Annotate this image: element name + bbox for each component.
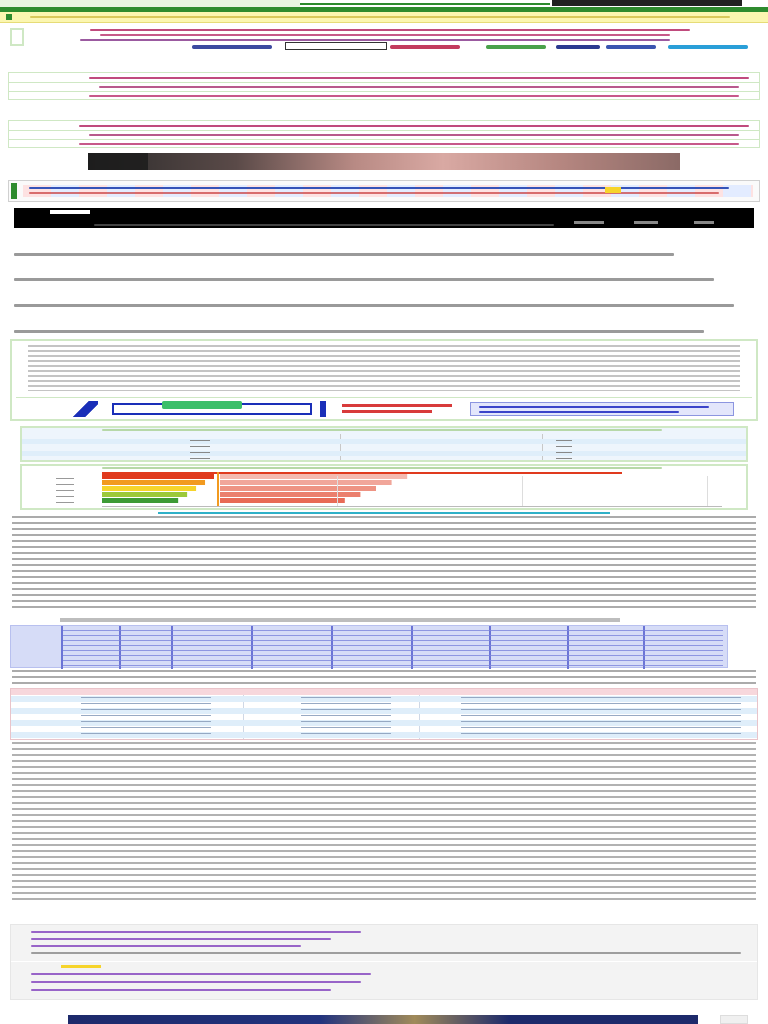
nav-pills [0,44,768,50]
bar-chart-bar [220,492,360,497]
hero-image[interactable] [88,153,680,170]
headline-2[interactable] [14,274,724,284]
bar-chart-bar [102,480,205,485]
diagram-blue-slash-left [72,401,98,417]
menu-block-1-row-1-text [89,77,749,79]
nav-pill-4[interactable] [556,45,600,49]
top-bar-dark-block[interactable] [552,0,742,6]
ticker [8,180,760,202]
footer-link-1-bar [31,931,361,933]
article-body [12,516,756,614]
dark-bar-mark-3 [694,221,714,224]
bar-chart-svg [102,472,722,508]
article-heading-rule [158,512,610,514]
table-small-caption-line [102,429,662,431]
menu-block-1-row-3-text [89,95,739,97]
info-panel-red-text-2 [342,410,432,413]
announce-bar [0,12,768,23]
footer-link-4-bar [31,952,741,954]
dark-bar [14,208,754,228]
bar-chart-caption-line [102,467,662,469]
info-panel-link-line-1 [479,406,709,408]
menu-block-2-row-1[interactable] [9,123,759,131]
header-title-line-1 [90,29,690,31]
table-small-row-3 [22,451,746,456]
info-panel-diagram[interactable] [12,399,332,419]
stripe-table-header [11,689,757,695]
footer-link-3-bar [31,945,301,947]
article-tail [12,742,756,906]
menu-block-1-row-3[interactable] [9,93,759,100]
table-small-row-1 [22,439,746,444]
table-small-dots-1 [190,440,210,460]
bar-chart-grid-2 [522,476,523,506]
info-panel-divider [16,397,752,398]
bar-chart-panel [20,464,748,510]
menu-block-2-row-3[interactable] [9,141,759,148]
menu-block-1 [8,72,760,100]
footer-link-5-bar [31,973,371,975]
headline-4[interactable] [14,326,714,336]
nav-pill-1[interactable] [192,45,272,49]
bar-chart-bar [220,474,407,479]
blue-table-lines [63,630,723,666]
stripe-table-text-overlay-1 [81,697,211,737]
bar-chart-bar [102,474,214,479]
header-title-line-2 [100,34,670,36]
footer-group-1 [31,929,751,957]
headline-4-line [14,330,704,333]
footer-yellow-mark [61,965,101,968]
headline-3[interactable] [14,300,744,310]
diagram-blue-post [320,401,326,417]
diagram-green-shape [162,401,242,409]
bar-chart-top-band [102,472,622,474]
bar-chart-grid-3 [707,476,708,506]
nav-pill-3[interactable] [486,45,546,49]
blue-table-title-bar [60,618,620,622]
bottom-banner[interactable] [68,1015,698,1024]
announce-line-1 [30,16,730,18]
stripe-table-text-overlay-3 [461,697,741,737]
bar-chart-bar [220,480,392,485]
footer-link-7-bar [31,989,331,991]
headline-1-line [14,253,674,256]
bar-chart-bar [220,486,376,491]
bar-chart-bar [102,486,196,491]
ticker-yellow-mark [605,187,621,193]
table-small-row-2 [22,445,746,450]
info-panel [10,339,758,421]
menu-block-2-row-1-text [79,125,749,127]
menu-block-1-row-1[interactable] [9,75,759,83]
info-panel-red-text [342,404,452,407]
menu-block-2 [8,120,760,148]
top-bar-green-strip [300,3,550,5]
footer-divider [11,961,757,962]
hero-image-shadow [88,153,148,170]
bar-chart-bar [102,498,178,503]
menu-block-2-row-3-text [79,143,739,145]
menu-block-2-row-2-text [89,134,739,136]
ticker-left-icon[interactable] [11,183,17,199]
stripe-table-text-overlay-2 [301,697,391,737]
footer-link-2-bar [31,938,331,940]
dark-bar-mark-1 [574,221,604,224]
dark-bar-logo[interactable] [50,210,90,214]
table-small [20,426,748,462]
table-small-dots-2 [556,440,572,460]
bar-chart-grid-1 [337,476,338,506]
bottom-right-button[interactable] [720,1015,748,1024]
bar-chart-bar [220,498,345,503]
nav-pill-6[interactable] [668,45,748,49]
article-tail-lines [12,742,756,904]
headline-3-line [14,304,734,307]
article-mid-lines [12,670,756,686]
menu-block-1-row-2-text [99,86,739,88]
nav-pill-5[interactable] [606,45,656,49]
bar-chart-marker [217,472,219,506]
headline-1[interactable] [14,249,714,259]
footer-link-6-bar [31,981,361,983]
menu-block-2-row-2[interactable] [9,132,759,140]
nav-pill-2[interactable] [390,45,460,49]
footer-links [10,924,758,1000]
ticker-line-1 [29,187,729,189]
table-small-row-4 [22,457,746,462]
top-bar [0,0,768,7]
bar-chart-bars [102,472,622,506]
article-body-lines [12,516,756,612]
headline-2-line [14,278,714,281]
blue-table [10,625,728,668]
footer-group-2 [31,971,751,997]
header-title-line-3 [80,39,670,41]
top-bar-left-strip [0,0,300,7]
dark-bar-mark-2 [634,221,658,224]
announce-icon [6,14,12,20]
info-panel-link-line-2 [479,411,679,413]
stripe-table [10,688,758,740]
bar-chart-axis [102,506,722,507]
dark-bar-line [94,224,554,226]
bar-chart-bar [102,492,187,497]
info-panel-link-box[interactable] [470,402,734,416]
menu-block-1-row-2[interactable] [9,84,759,92]
bar-chart-legend-ticks [56,478,74,508]
info-panel-text-block [28,345,740,391]
